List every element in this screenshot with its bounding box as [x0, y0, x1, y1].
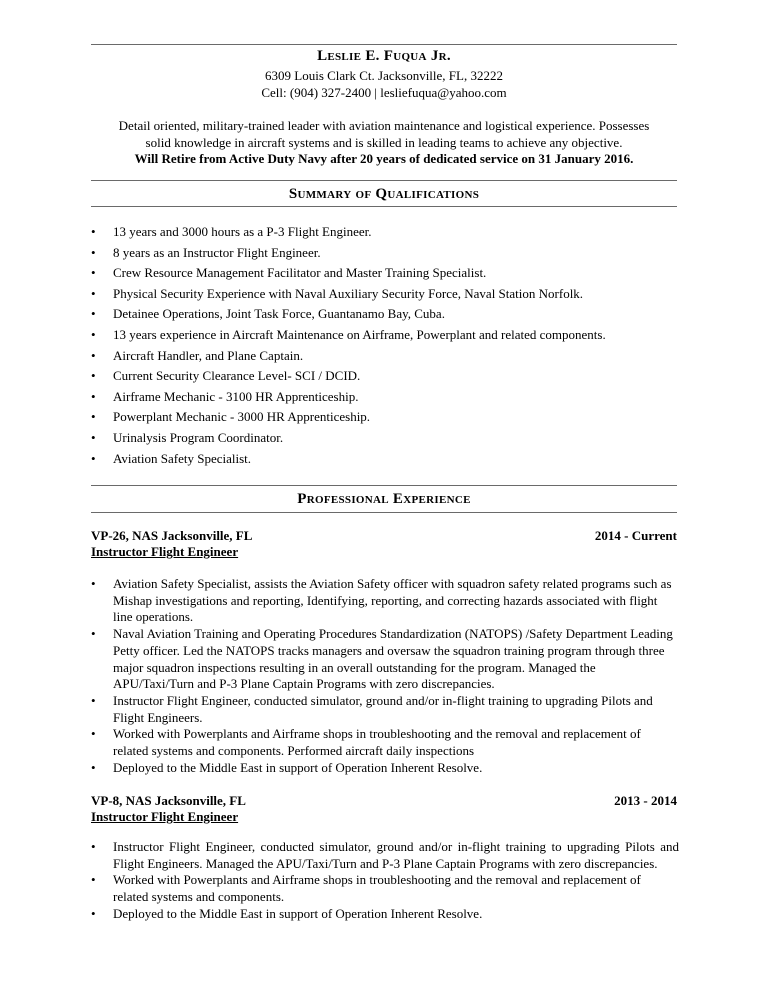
job-title: Instructor Flight Engineer	[91, 809, 239, 824]
bullet-icon: •	[91, 726, 96, 742]
job-title: Instructor Flight Engineer	[91, 544, 239, 559]
list-item: • 8 years as an Instructor Flight Engineer.	[91, 243, 681, 264]
summary-line: solid knowledge in aircraft systems and is skilled in leading teams to achieve any objective.	[145, 134, 623, 150]
list-item: • Urinalysis Program Coordinator.	[91, 428, 681, 449]
bullet-icon: •	[91, 905, 96, 921]
address-line: 6309 Louis Clark Ct. Jacksonville, FL, 32222	[265, 68, 503, 83]
section-rule	[91, 180, 677, 181]
qualifications-heading: Summary of Qualifications	[288, 186, 480, 202]
summary-line: Detail oriented, military-trained leader with aviation maintenance and logistical experience. Possesses	[118, 118, 650, 133]
list-item: • Airframe Mechanic - 3100 HR Apprenticeship.	[91, 387, 681, 408]
bullet-icon: •	[91, 224, 96, 239]
job-organization: VP-8, NAS Jacksonville, FL	[91, 793, 246, 808]
list-item: • Current Security Clearance Level- SCI / DCID.	[91, 366, 681, 387]
top-rule	[91, 44, 677, 45]
bullet-icon: •	[91, 450, 96, 466]
bullet-icon: •	[91, 347, 96, 363]
bullet-icon: •	[91, 626, 96, 642]
list-item: • Aircraft Handler, and Plane Captain.	[91, 346, 681, 367]
bullet-icon: •	[91, 839, 96, 854]
candidate-name: Leslie E. Fuqua Jr.	[317, 48, 451, 64]
bullet-icon: •	[91, 409, 96, 425]
experience-heading: Professional Experience	[297, 491, 471, 507]
job-organization: VP-26, NAS Jacksonville, FL	[91, 528, 253, 543]
job-duties-list	[91, 839, 679, 923]
bullet-icon: •	[91, 306, 96, 322]
job-duties-list	[91, 576, 679, 776]
section-rule	[91, 512, 677, 513]
list-item: • Physical Security Experience with Naval Auxiliary Security Force, Naval Station Norfolk.	[91, 284, 681, 305]
qualifications-list	[91, 222, 681, 469]
bullet-icon: •	[91, 368, 96, 384]
list-item: • Instructor Flight Engineer, conducted simulator, ground and/or in-flight training to upgrading Pilots and Flight Engineers. Managed the APU/Taxi/Turn and P-3 Plane Captain Programs with zero discrepancies.	[91, 839, 679, 871]
bullet-icon: •	[91, 244, 96, 260]
profile-summary	[91, 118, 677, 168]
bullet-icon: •	[91, 388, 96, 404]
bullet-icon: •	[91, 692, 96, 708]
list-item: • Deployed to the Middle East in support of Operation Inherent Resolve.	[91, 759, 483, 775]
bullet-icon: •	[91, 326, 96, 342]
retirement-statement: Will Retire from Active Duty Navy after 20 years of dedicated service on 31 January 2016.	[134, 151, 634, 166]
list-item: • Instructor Flight Engineer, conducted simulator, ground and/or in-flight training to upgrading Pilots and Flight Engineers.	[91, 692, 653, 725]
list-item: • 13 years experience in Aircraft Maintenance on Airframe, Powerplant and related components.	[91, 325, 681, 346]
list-item: • Worked with Powerplants and Airframe shops in troubleshooting and the removal and replacement of related systems and components. Performed aircraft daily inspections	[91, 726, 641, 759]
list-item: • Detainee Operations, Joint Task Force, Guantanamo Bay, Cuba.	[91, 304, 681, 325]
list-item: • Powerplant Mechanic - 3000 HR Apprenticeship.	[91, 407, 681, 428]
job-dates: 2014 - Current	[594, 528, 677, 543]
section-rule	[91, 206, 677, 207]
list-item: • 13 years and 3000 hours as a P-3 Flight Engineer.	[91, 222, 681, 243]
list-item: • Deployed to the Middle East in support of Operation Inherent Resolve.	[91, 905, 483, 921]
bullet-icon: •	[91, 429, 96, 445]
list-item: • Aviation Safety Specialist.	[91, 449, 681, 470]
bullet-icon: •	[91, 872, 96, 888]
job-dates: 2013 - 2014	[614, 793, 677, 808]
contact-line: Cell: (904) 327-2400 | lesliefuqua@yahoo.com	[261, 85, 507, 100]
bullet-icon: •	[91, 576, 96, 591]
section-rule	[91, 485, 677, 486]
bullet-icon: •	[91, 265, 96, 281]
list-item: • Crew Resource Management Facilitator and Master Training Specialist.	[91, 263, 681, 284]
list-item: • Aviation Safety Specialist, assists the Aviation Safety officer with squadron safety related programs such as Mishap investigations and reporting, Identifying, reporting, and correcting hazards associated with flight line operations.	[91, 576, 672, 625]
list-item: • Worked with Powerplants and Airframe shops in troubleshooting and the removal and replacement of related systems and components.	[91, 872, 641, 905]
bullet-icon: •	[91, 759, 96, 775]
bullet-icon: •	[91, 285, 96, 301]
list-item: • Naval Aviation Training and Operating Procedures Standardization (NATOPS) /Safety Department Leading Petty officer. Led the NATOPS tracks managers and oversaw the squadron training program through three major squadron inspections resulting in an overall outstanding for the program. Managed the APU/Taxi/Turn and P-3 Plane Captain Programs with zero discrepancies.	[91, 626, 673, 692]
